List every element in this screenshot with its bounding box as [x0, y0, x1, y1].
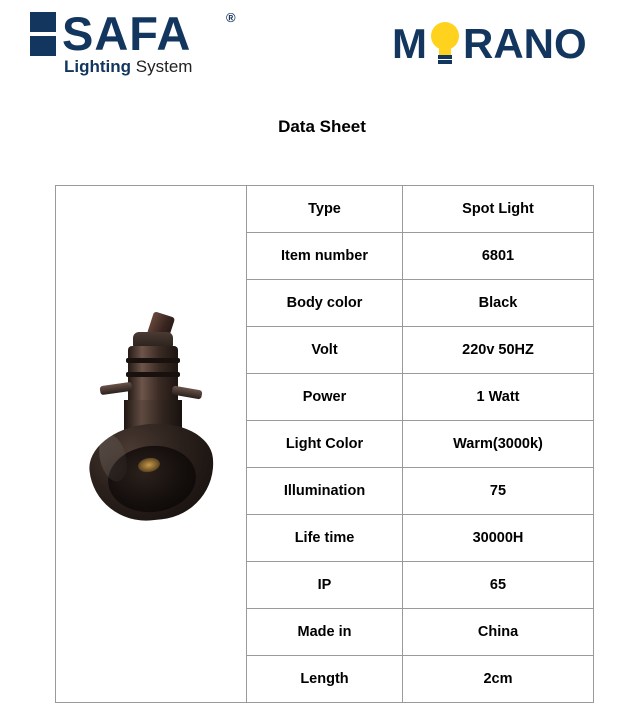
spec-label: Made in [247, 609, 403, 656]
table-row [56, 186, 594, 233]
spec-table-body [56, 186, 594, 703]
spec-value: 30000H [403, 515, 594, 562]
product-photo [56, 186, 246, 702]
spec-value: China [403, 609, 594, 656]
morano-name-part2: RANO [463, 19, 587, 67]
safa-tagline-bold: Lighting [64, 57, 132, 76]
spec-value: Spot Light [403, 186, 594, 233]
spec-label: Length [247, 656, 403, 703]
light-bulb-icon [428, 20, 462, 68]
safa-tagline [64, 58, 192, 75]
spec-value: 220v 50HZ [403, 327, 594, 374]
safa-logo-bar-bottom [30, 36, 56, 56]
registered-trademark-icon: ® [226, 10, 236, 25]
spec-sheet [55, 185, 590, 703]
morano-logo [392, 16, 587, 71]
spec-value: 65 [403, 562, 594, 609]
safa-tagline-regular: System [131, 57, 193, 76]
morano-brand-name [392, 20, 587, 68]
spec-value: 75 [403, 468, 594, 515]
spec-label: Item number [247, 233, 403, 280]
spec-label: Power [247, 374, 403, 421]
spec-value: Black [403, 280, 594, 327]
morano-name-part1: M [392, 19, 427, 67]
spec-label: IP [247, 562, 403, 609]
spec-label: Illumination [247, 468, 403, 515]
spec-label: Life time [247, 515, 403, 562]
spec-label: Light Color [247, 421, 403, 468]
spot-light-icon [76, 314, 226, 544]
spec-value: 6801 [403, 233, 594, 280]
safa-logo-bar-top [30, 12, 56, 32]
product-image-cell [56, 186, 247, 703]
page-title: Data Sheet [278, 117, 366, 136]
spec-label: Body color [247, 280, 403, 327]
spec-value: Warm(3000k) [403, 421, 594, 468]
safa-logo [30, 8, 260, 83]
page-header [0, 0, 644, 95]
spec-label: Volt [247, 327, 403, 374]
spec-label: Type [247, 186, 403, 233]
spec-value: 2cm [403, 656, 594, 703]
spec-table [55, 185, 594, 703]
safa-brand-name: SAFA [62, 7, 192, 60]
spec-value: 1 Watt [403, 374, 594, 421]
